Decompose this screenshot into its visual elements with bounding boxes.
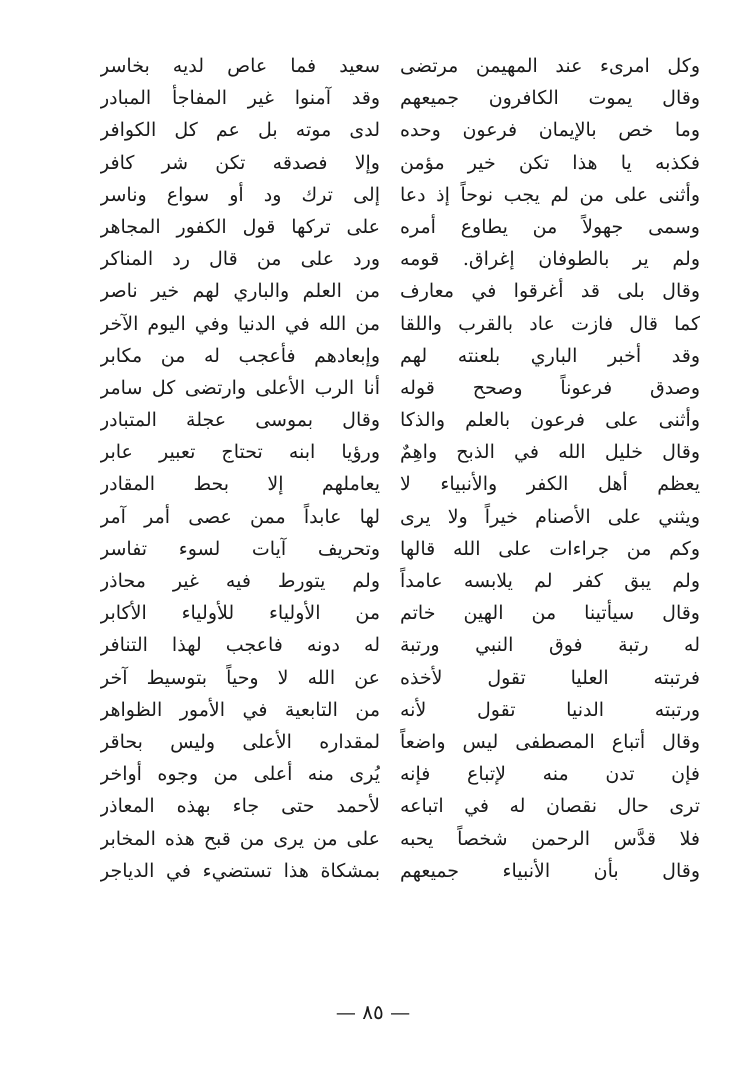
verse-left-line: على تركها قول الكفور المجاهر <box>100 215 380 238</box>
verse-left-line: ولم يتورط فيه غير محاذر <box>100 570 380 592</box>
page-number: — ٨٥ — <box>335 1000 411 1024</box>
poem-column-right <box>400 50 700 887</box>
verse-right-line: ولم يبق كفر لم يلابسه عامداً <box>400 570 700 592</box>
verse-right-line: وقال خليل الله في الذبح واهِمٌ <box>400 441 700 464</box>
verse-right-line: فإن تدن منه لإتباع فإنه <box>400 763 700 786</box>
verse-right-line: وكل امرىء عند المهيمن مرتضى <box>400 55 700 77</box>
verse-right-line: وكم من جراءات على الله قالها <box>400 537 700 560</box>
verse-left-line: سعيد فما عاص لديه بخاسر <box>100 55 380 77</box>
verse-right-line: ورتبته الدنيا تقول لأنه <box>400 698 700 721</box>
verse-left-line: وقال بموسى عجلة المتبادر <box>100 409 380 432</box>
verse-left-line: لمقداره الأعلى وليس بحاقر <box>100 730 380 753</box>
verse-left-line: لدى موته بل عم كل الكوافر <box>100 119 380 142</box>
verse-right-line: فرتبته العليا تقول لأخذه <box>400 666 700 689</box>
verse-left-line: لأحمد حتى جاء بهذه المعاذر <box>100 795 380 818</box>
verse-right-line: ولم ير بالطوفان إغراق. قومه <box>400 248 700 271</box>
verse-right-line: وصدق فرعوناً وصحح قوله <box>400 376 700 399</box>
verse-right-line: وقال أتباع المصطفى ليس واضعاً <box>400 730 700 753</box>
verse-left-line: لها عابداً ممن عصى أمر آمر <box>100 505 380 528</box>
verse-right-line: وقال يموت الكافرون جميعهم <box>400 87 700 110</box>
verse-left-line: بمشكاة هذا تستضيء في الدياجر <box>100 859 380 882</box>
verse-left-line: من الله في الدنيا وفي اليوم الآخر <box>100 312 380 335</box>
verse-right-line: وسمى جهولاً من يطاوع أمره <box>400 215 700 238</box>
verse-right-line: ترى حال نقصان له في اتباعه <box>400 795 700 818</box>
verse-left-line: أنا الرب الأعلى وارتضى كل سامر <box>100 376 380 399</box>
verse-left-line: يُرى منه أعلى من وجوه أواخر <box>100 763 380 786</box>
verse-right-line: ويثني على الأصنام خيراً ولا يرى <box>400 505 700 528</box>
poem-column-left <box>100 50 380 887</box>
verse-right-line: فلا قدَّس الرحمن شخصاً يحبه <box>400 827 700 850</box>
verse-left-line: عن الله لا وحياً بتوسيط آخر <box>100 666 380 689</box>
verse-right-line: وأثنى على فرعون بالعلم والذكا <box>400 409 700 432</box>
verse-left-line: ورد على من قال رد المناكر <box>100 248 380 271</box>
verse-right-line: وما خص بالإيمان فرعون وحده <box>400 119 700 142</box>
verse-left-line: وقد آمنوا غير المفاجأ المبادر <box>100 87 380 110</box>
verse-right-line: وقال بلى قد أغرقوا في معارف <box>400 280 700 303</box>
verse-right-line: له رتبة فوق النبي ورتبة <box>400 634 700 657</box>
verse-left-line: له دونه فاعجب لهذا التنافر <box>100 634 380 657</box>
verse-right-line: وقد أخبر الباري بلعنته لهم <box>400 344 700 367</box>
verse-right-line: وقال سيأتينا من الهين خاتم <box>400 602 700 625</box>
verse-right-line: وأثنى على من لم يجب نوحاً إذ دعا <box>400 183 700 206</box>
verse-right-line: كما قال فازت عاد بالقرب واللقا <box>400 312 700 335</box>
verse-left-line: يعاملهم إلا بحط المقادر <box>100 473 380 496</box>
verse-left-line: على من يرى من قبح هذه المخابر <box>100 827 380 850</box>
verse-right-line: فكذبه يا هذا تكن خير مؤمن <box>400 151 700 174</box>
verse-left-line: ورؤيا ابنه تحتاج تعبير عابر <box>100 441 380 464</box>
verse-left-line: إلى ترك ود أو سواع وناسر <box>100 183 380 206</box>
verse-left-line: وإلا فصدقه تكن شر كافر <box>100 151 380 174</box>
verse-left-line: من الأولياء للأولياء الأكابر <box>100 602 380 625</box>
verse-left-line: وتحريف آيات لسوء تفاسر <box>100 537 380 560</box>
verse-left-line: من العلم والباري لهم خير ناصر <box>100 280 380 303</box>
verse-right-line: يعظم أهل الكفر والأنبياء لا <box>400 473 700 496</box>
verse-left-line: وإبعادهم فأعجب له من مكابر <box>100 344 380 367</box>
verse-right-line: وقال بأن الأنبياء جميعهم <box>400 859 700 882</box>
verse-left-line: من التابعية في الأمور الظواهر <box>100 698 380 721</box>
